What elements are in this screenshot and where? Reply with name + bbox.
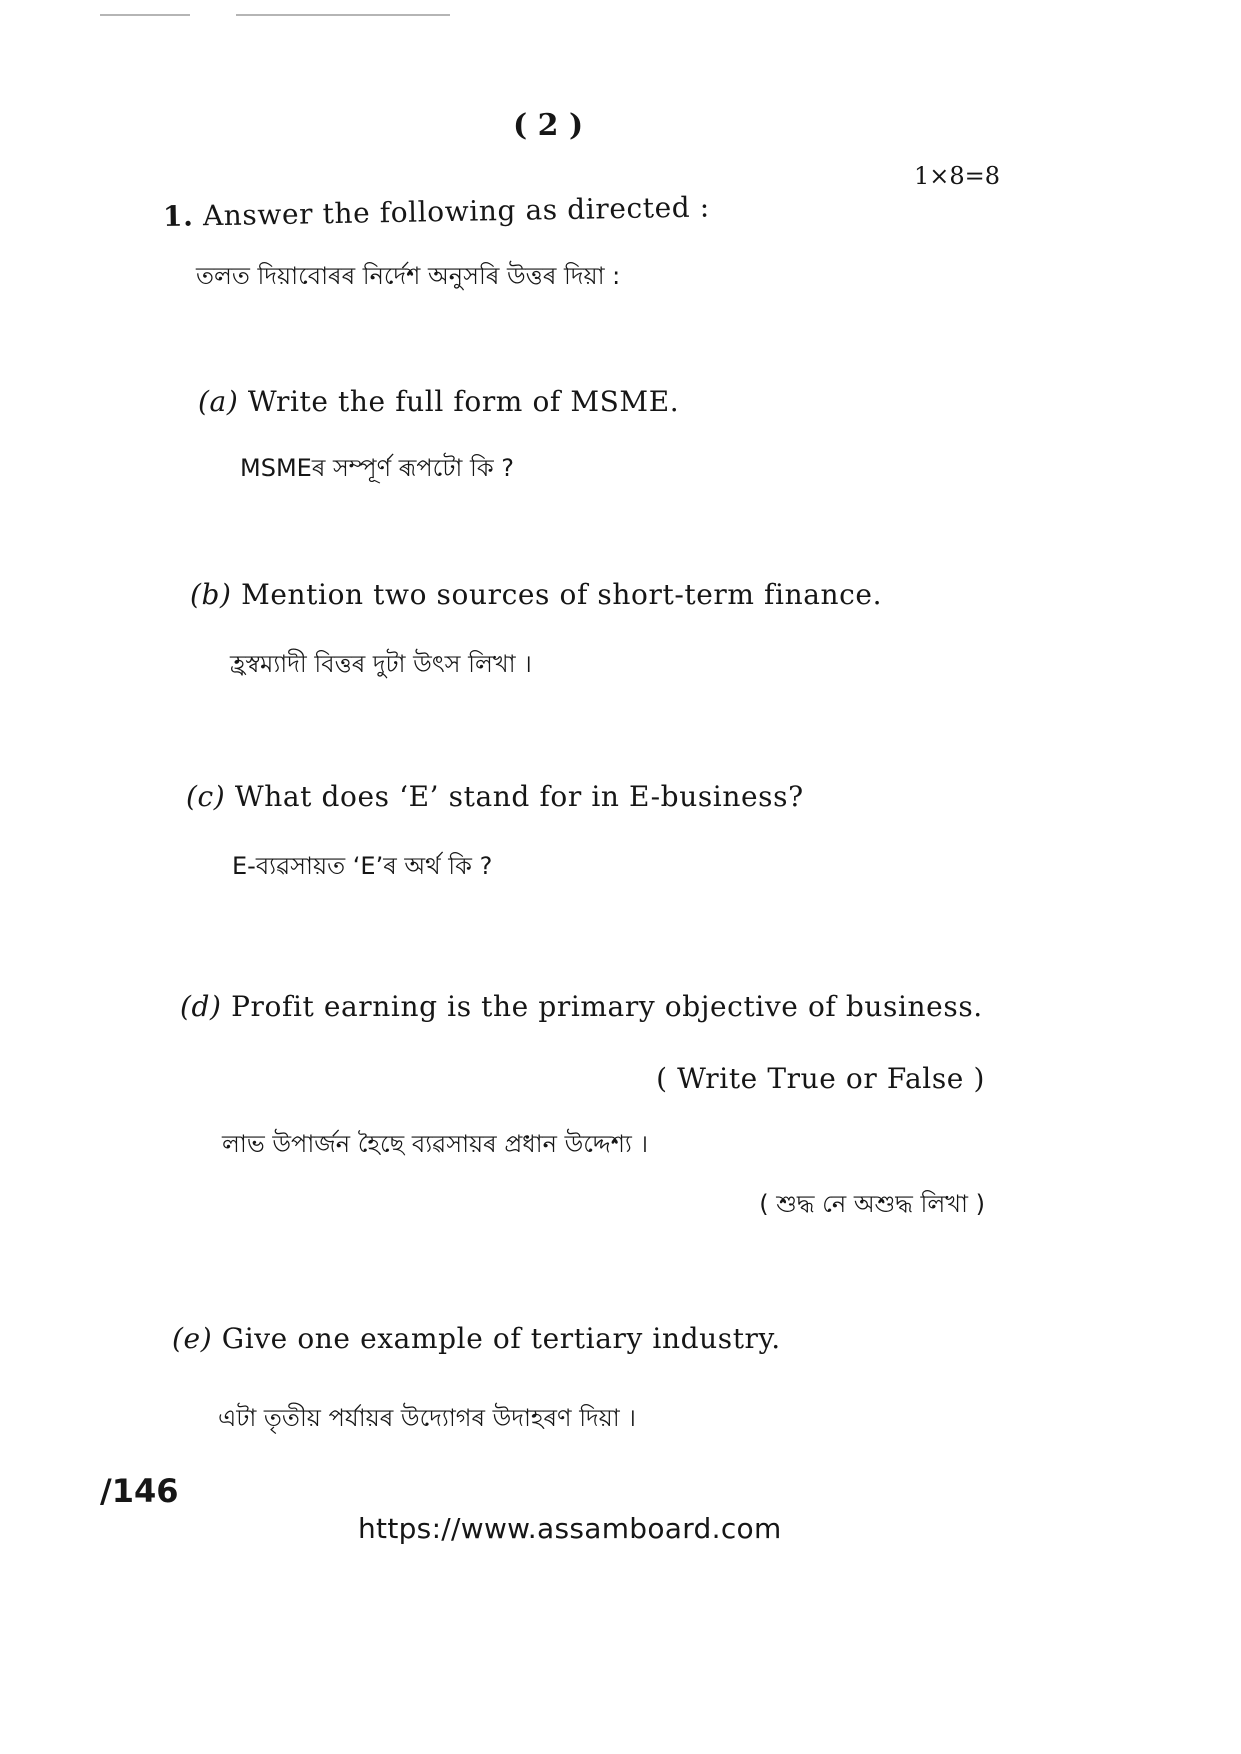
item-b-english: Mention two sources of short-term finance. (241, 578, 883, 611)
item-a-assamese: MSMEৰ সম্পূৰ্ণ ৰূপটো কি ? (240, 454, 515, 482)
item-e-label: (e) (172, 1322, 213, 1355)
page-number: ( 2 ) (513, 108, 584, 143)
item-a-english: Write the full form of MSME. (247, 385, 680, 418)
item-c-english: What does ‘E’ stand for in E-business? (234, 780, 804, 813)
item-c (186, 780, 804, 813)
scan-smudge-left (100, 14, 190, 16)
item-e-english: Give one example of tertiary industry. (221, 1322, 781, 1355)
item-a (198, 385, 679, 418)
paper-code: /146 (100, 1472, 179, 1510)
item-d (180, 990, 983, 1023)
question-instruction-en: Answer the following as directed : (202, 190, 711, 233)
item-d-english: Profit earning is the primary objective of business. (231, 990, 983, 1023)
item-c-assamese: E-ব্যৱসায়ত ‘E’ৰ অৰ্থ কি ? (232, 852, 493, 880)
website-url: https://www.assamboard.com (358, 1512, 782, 1545)
item-a-label: (a) (198, 385, 239, 418)
item-d-assamese: লাভ উপাৰ্জন হৈছে ব্যৱসায়ৰ প্ৰধান উদ্দেশ্য । (222, 1130, 649, 1158)
item-b (190, 578, 882, 611)
item-b-assamese: হ্ৰস্বম্যাদী বিত্তৰ দুটা উৎস লিখা । (230, 650, 532, 678)
item-d-label: (d) (180, 990, 222, 1023)
question-number: 1. (162, 199, 194, 233)
item-d-note-english: ( Write True or False ) (656, 1062, 985, 1095)
question-instruction (163, 190, 710, 233)
item-e-assamese: এটা তৃতীয় পৰ্যায়ৰ উদ্যোগৰ উদাহৰণ দিয়া । (218, 1404, 636, 1432)
marks-allocation: 1×8=8 (914, 162, 1001, 190)
item-b-label: (b) (190, 578, 232, 611)
item-e (172, 1322, 781, 1355)
item-c-label: (c) (186, 780, 226, 813)
scan-smudge-right (236, 14, 450, 16)
question-instruction-as: তলত দিয়াবোৰৰ নিৰ্দেশ অনুসৰি উত্তৰ দিয়া : (196, 262, 621, 290)
item-d-note-assamese: ( শুদ্ধ নে অশুদ্ধ লিখা ) (759, 1190, 985, 1218)
